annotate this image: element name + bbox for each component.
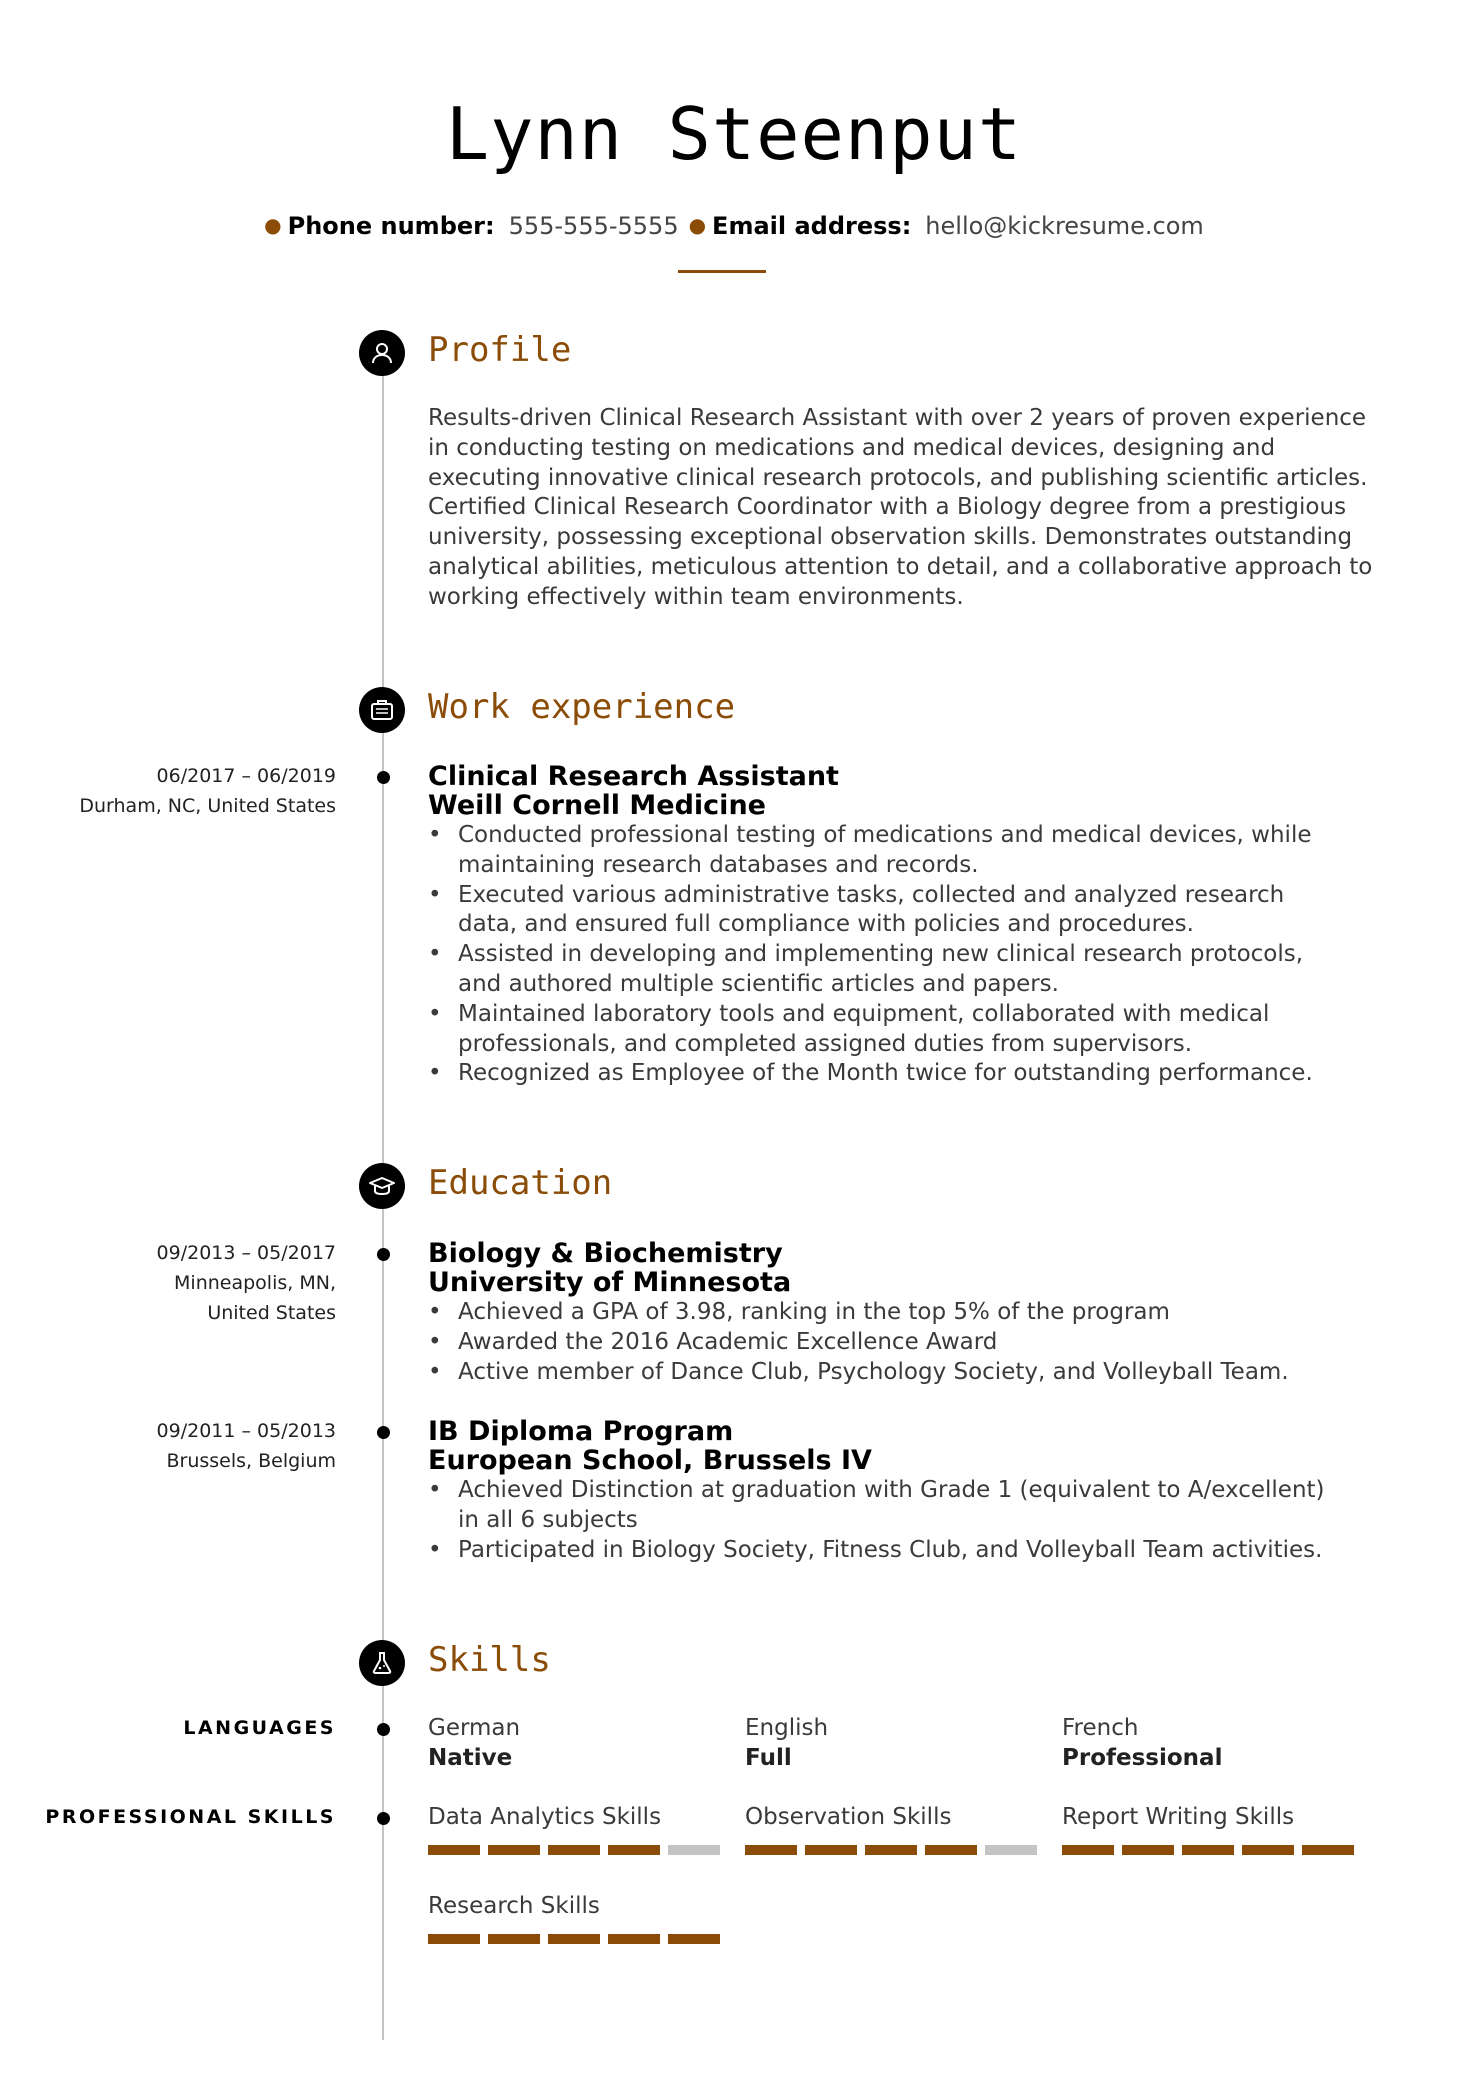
education-location: Minneapolis, MN, (174, 1271, 336, 1294)
skill-name: Data Analytics Skills (428, 1804, 662, 1830)
skill-level-segment (865, 1845, 917, 1855)
language-level: Full (745, 1744, 792, 1771)
work-dates: 06/2017 – 06/2019 (156, 765, 336, 787)
bullet-icon: ● (264, 213, 282, 237)
language-name: English (745, 1715, 829, 1741)
language-item (745, 1714, 828, 1774)
timeline-dot (377, 1812, 390, 1825)
phone-label: Phone number: (287, 212, 495, 240)
work-location: Durham, NC, United States (79, 794, 336, 817)
skill-level-segment (428, 1934, 480, 1944)
education-title: Education (428, 1163, 613, 1203)
language-level: Professional (1062, 1744, 1223, 1771)
education-dates: 09/2011 – 05/2013 (156, 1420, 336, 1442)
phone-value: 555-555-5555 (508, 212, 679, 240)
skill-item (1062, 1803, 1354, 1855)
skill-level-segment (745, 1845, 797, 1855)
header-divider (678, 270, 766, 273)
skills-title: Skills (428, 1640, 551, 1680)
profile-text: Results-driven Clinical Research Assistant with over 2 years of proven experience in conducting testing on medications and medical devices, designing and executing innovative clinical research protocols, and publishing scientific articles. Certified Clinical Research Coordinator with a Biology degree from a prestigious university, possessing exceptional observation skills. Demonstrates outstanding analytical abilities, meticulous attention to detail, and a collaborative approach to working effectively within team environments. (428, 405, 1373, 610)
skill-level-segment (985, 1845, 1037, 1855)
timeline-dot (377, 771, 390, 784)
language-item (1062, 1714, 1222, 1774)
skill-level-bar (745, 1845, 1037, 1855)
timeline-dot (377, 1248, 390, 1261)
school: European School, Brussels IV (428, 1445, 872, 1476)
skill-level-segment (428, 1845, 480, 1855)
list-item: • Conducted professional testing of medications and medical devices, while maintaining research databases and records. (428, 821, 1328, 881)
skill-level-segment (1182, 1845, 1234, 1855)
skill-level-bar (1062, 1845, 1354, 1855)
list-item: • Awarded the 2016 Academic Excellence Award (428, 1328, 1328, 1358)
skill-level-segment (548, 1934, 600, 1944)
list-item: • Recognized as Employee of the Month twice for outstanding performance. (428, 1059, 1328, 1089)
education-bullets (428, 1476, 1328, 1565)
work-entry-meta (79, 762, 336, 822)
list-item: • Achieved Distinction at graduation with Grade 1 (equivalent to A/excellent) in all 6 subjects (428, 1476, 1328, 1536)
education-entry (428, 1239, 1328, 1387)
user-icon (359, 330, 405, 376)
skill-level-segment (668, 1845, 720, 1855)
skill-level-segment (608, 1934, 660, 1944)
flask-icon (359, 1640, 405, 1686)
work-bullets (428, 821, 1328, 1089)
education-entry (428, 1417, 1328, 1565)
work-title: Work experience (428, 687, 736, 727)
education-location: United States (207, 1301, 336, 1324)
skill-level-segment (925, 1845, 977, 1855)
graduation-cap-icon (359, 1163, 405, 1209)
email-label: Email address: (712, 212, 912, 240)
briefcase-icon (359, 687, 405, 733)
skill-level-segment (668, 1934, 720, 1944)
skill-level-segment (608, 1845, 660, 1855)
skill-level-bar (428, 1934, 720, 1944)
skill-level-segment (1122, 1845, 1174, 1855)
skill-level-segment (488, 1934, 540, 1944)
skill-item (428, 1892, 720, 1944)
degree: Biology & Biochemistry (428, 1238, 783, 1269)
education-entry-meta (157, 1239, 336, 1328)
education-location: Brussels, Belgium (166, 1449, 336, 1472)
skill-level-segment (1302, 1845, 1354, 1855)
email-value: hello@kickresume.com (925, 212, 1204, 240)
bullet-icon: ● (688, 213, 707, 237)
list-item: • Participated in Biology Society, Fitness Club, and Volleyball Team activities. (428, 1536, 1328, 1566)
list-item: • Assisted in developing and implementing new clinical research protocols, and authored multiple scientific articles and papers. (428, 940, 1328, 1000)
contact-line (0, 212, 1468, 240)
skill-level-segment (488, 1845, 540, 1855)
skill-name: Report Writing Skills (1062, 1804, 1295, 1830)
list-item: • Maintained laboratory tools and equipment, collaborated with medical professionals, and completed assigned duties from supervisors. (428, 1000, 1328, 1060)
profile-title: Profile (428, 330, 572, 370)
degree: IB Diploma Program (428, 1416, 734, 1447)
list-item: • Executed various administrative tasks, collected and analyzed research data, and ensured full compliance with policies and procedures. (428, 881, 1328, 941)
education-bullets (428, 1298, 1328, 1387)
language-name: German (428, 1715, 521, 1741)
timeline-dot (377, 1723, 390, 1736)
skill-level-bar (428, 1845, 720, 1855)
employer: Weill Cornell Medicine (428, 790, 766, 821)
education-entry-meta (157, 1417, 336, 1477)
skill-item (428, 1803, 720, 1855)
job-title: Clinical Research Assistant (428, 761, 839, 792)
candidate-name: Lynn Steenput (445, 92, 1023, 176)
skill-name: Observation Skills (745, 1804, 952, 1830)
skill-level-segment (1062, 1845, 1114, 1855)
professional-skills-label: PROFESSIONAL SKILLS (45, 1806, 336, 1828)
education-dates: 09/2013 – 05/2017 (156, 1242, 336, 1264)
language-level: Native (428, 1744, 513, 1771)
languages-label: LANGUAGES (183, 1717, 336, 1739)
skill-level-segment (1242, 1845, 1294, 1855)
list-item: • Active member of Dance Club, Psychology Society, and Volleyball Team. (428, 1358, 1328, 1388)
list-item: • Achieved a GPA of 3.98, ranking in the top 5% of the program (428, 1298, 1328, 1328)
language-name: French (1062, 1715, 1139, 1741)
language-item (428, 1714, 520, 1774)
work-entry (428, 762, 1328, 1089)
skill-level-segment (548, 1845, 600, 1855)
skill-name: Research Skills (428, 1893, 600, 1919)
timeline-dot (377, 1426, 390, 1439)
skill-item (745, 1803, 1037, 1855)
skill-level-segment (805, 1845, 857, 1855)
school: University of Minnesota (428, 1267, 792, 1298)
